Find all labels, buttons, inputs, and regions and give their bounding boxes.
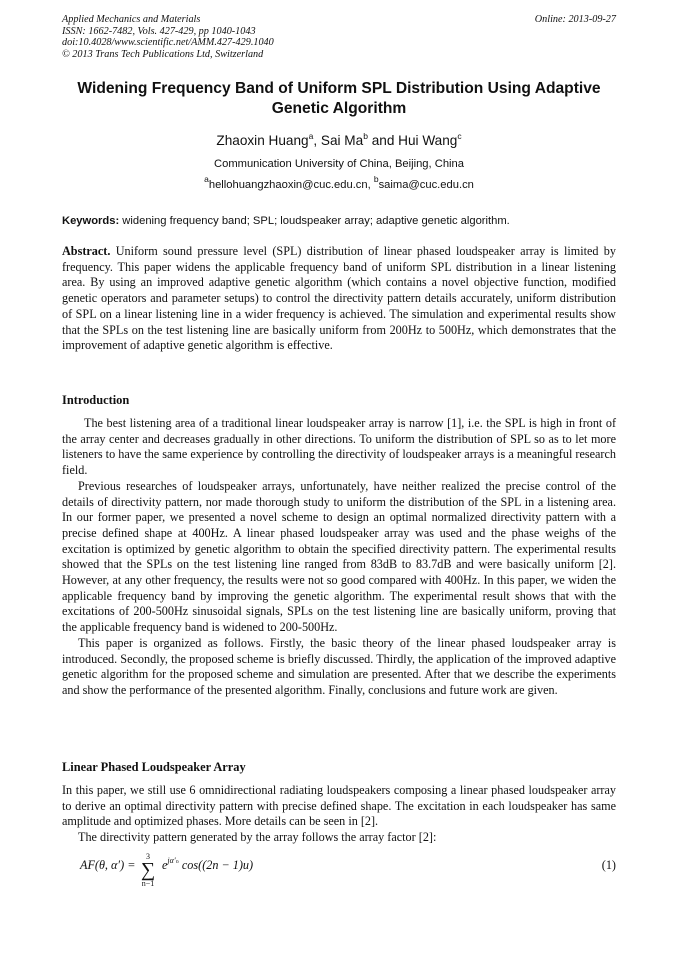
- author-emails: [0, 174, 678, 192]
- journal-name: Applied Mechanics and Materials: [62, 14, 201, 25]
- equation-1: [80, 852, 616, 892]
- affiliation: Communication University of China, Beijing, China: [214, 158, 464, 170]
- paper-title: Widening Frequency Band of Uniform SPL Distribution Using Adaptive Genetic Algorithm: [77, 80, 601, 117]
- sum-lower-limit: n−1: [141, 879, 155, 888]
- summation: [137, 852, 159, 888]
- keywords-text: widening frequency band; SPL; loudspeaker array; adaptive genetic algorithm.: [119, 215, 510, 227]
- email-b: saima@cuc.edu.cn: [378, 179, 474, 191]
- email-a: hellohuangzhaoxin@cuc.edu.cn,: [208, 179, 374, 191]
- keywords: [62, 214, 618, 228]
- exp-base: e: [162, 858, 168, 872]
- abstract-text: Uniform sound pressure level (SPL) distribution of linear phased loudspeaker array is limited by frequency. This paper widens the applicable frequency band of uniform SPL distribution in a linear listening area. By using an improved adaptive genetic algorithm (which contains a novel objective function, modified genetic operators and parameter setups) to control the directivity pattern details accurately, uniform distribution of SPL on a linear listening line in a wider frequency is achieved. The simulation and experimental results show that the SPLs on the test listening line are basically uniform from 200Hz to 500Hz, which demonstrates that the improvement of adaptive genetic algorithm is effective.: [62, 244, 616, 353]
- author-1: Zhaoxin Huang: [216, 133, 309, 148]
- equation-number: (1): [601, 858, 616, 872]
- introduction-heading: Introduction: [62, 393, 130, 407]
- exp-power: jα′ₙ: [167, 856, 179, 865]
- author-3-affil-mark: c: [457, 131, 462, 141]
- abstract-label: Abstract.: [62, 244, 111, 258]
- author-2: , Sai Ma: [313, 133, 364, 148]
- introduction-body: [62, 416, 616, 699]
- section2-paragraph-1: In this paper, we still use 6 omnidirectional radiating loudspeakers composing a linear phased loudspeaker array to derive an optimal directivity pattern with precise defined shape. The excitation in each loudspeaker has same amplitude and optimized phases. More details can be seen in [2].: [62, 783, 616, 829]
- author-3: and Hui Wang: [367, 133, 458, 148]
- author-1-affil-mark: a: [308, 131, 314, 141]
- equation-lhs: AF(θ, α′) =: [80, 858, 136, 872]
- intro-paragraph-2: Previous researches of loudspeaker arrays, unfortunately, have neither realized the precise control of the details of directivity pattern, nor made thorough study to uniform the distribution of the SPL in a listening area. In our former paper, we presented a novel scheme to design an optimal normalized directivity pattern with a precise defined shape at 400Hz. A linear phased loudspeaker array was used and the phase weighs of the excitation is optimized by genetic algorithm to obtain the specified directivity pattern. The experimental results showed that the SPLs on the test listening line ranged from 83dB to 83.7dB and were basically uniform [2]. However, at any other frequency, the results were not so good compared with 400Hz. In this paper, we widen the applicable frequency band by improving the genetic algorithm. The experimental result shows that with the excitations of 200-500Hz sinusoidal signals, SPLs on the test listening line are basically uniform, proving that the applicable frequency band is widened to 200-500Hz.: [62, 478, 616, 635]
- section2-paragraph-2: The directivity pattern generated by the array follows the array factor [2]:: [78, 830, 437, 845]
- intro-paragraph-1: The best listening area of a traditional linear loudspeaker array is narrow [1], i.e. the SPL is high in front of the array center and decreases gradually in other directions. To uniform the distribution of SPL so as to let more listeners to have the same experience by controlling the directivity of loudspeaker arrays is a meaningful research field.: [62, 416, 616, 478]
- author-list: [0, 133, 678, 149]
- section-linear-array-body: [62, 783, 616, 846]
- email-b-mark: b: [373, 174, 379, 184]
- equation-rhs: [162, 858, 253, 873]
- keywords-label: Keywords:: [62, 215, 120, 227]
- email-a-mark: a: [204, 174, 209, 184]
- online-date: Online: 2013-09-27: [534, 14, 616, 25]
- journal-copyright: © 2013 Trans Tech Publications Ltd, Switzerland: [62, 48, 264, 60]
- abstract: [62, 244, 616, 354]
- sum-upper-limit: 3: [146, 852, 150, 861]
- journal-issn: ISSN: 1662-7482, Vols. 427-429, pp 1040-1043: [62, 25, 256, 37]
- intro-paragraph-3: This paper is organized as follows. Firstly, the basic theory of the linear phased loudspeaker array is introduced. Secondly, the proposed scheme is briefly discussed. Thirdly, the application of the improved adaptive genetic algorithm for the proposed scheme and simulation are presented. After that we describe the experiments and show the performance of the presented algorithm. Finally, conclusions and future work are given.: [62, 635, 616, 697]
- sum-sign: ∑: [140, 859, 156, 881]
- cos-term: cos((2n − 1)u): [178, 858, 254, 872]
- journal-header: [62, 14, 616, 60]
- section-heading-linear-array: Linear Phased Loudspeaker Array: [62, 760, 246, 774]
- journal-doi: doi:10.4028/www.scientific.net/AMM.427-429.1040: [62, 37, 274, 49]
- author-2-affil-mark: b: [363, 131, 368, 141]
